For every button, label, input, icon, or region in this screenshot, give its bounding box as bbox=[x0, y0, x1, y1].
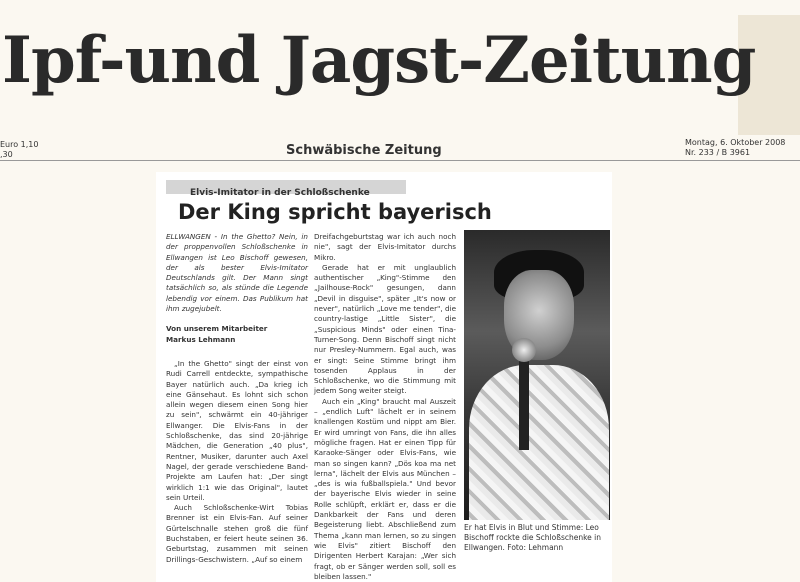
newspaper-subtitle: Schwäbische Zeitung bbox=[286, 143, 442, 158]
body-paragraph: Auch ein „King" braucht mal Auszeit – „endlich Luft" lächelt er in seinem knallengen Kostüm und nippt am Bier. Er wird umringt von Fans, die ihn alles mögliche fragen. Hat er einen Tipp für Karaoke-Sänger oder Elvis-Fans, wie man so singen kann? „Dös koa ma net lerna", lächelt der Elvis aus München – „des is wia fußballspiela." Und bevor der bayerische Elvis wieder in seine Rolle schlüpft, erklärt er, dass er die Dankbarkeit der Fans und deren Begeisterung liebt. Abschließend zum Thema „kann man lernen, so zu singen wie Elvis" zitiert Bischoff den Dirigenten Herbert Karajan: „Wer sich fragt, ob er Sänger werden soll, soll es bleiben lassen." bbox=[314, 396, 456, 581]
price-line: Euro 1,10 bbox=[0, 140, 39, 149]
photo-caption: Er hat Elvis in Blut und Stimme: Leo Bischoff rockte die Schloßschenke in Ellwangen. Foto: Lehmann bbox=[464, 523, 602, 552]
body-paragraph: Dreifachgeburtstag war ich auch noch nie", sagt der Elvis-Imitator durchs Mikro. bbox=[314, 232, 456, 262]
microphone-stem bbox=[519, 360, 529, 450]
article-lead: ELLWANGEN - In the Ghetto? Nein, in der proppenvollen Schloßschenke in Ellwangen ist Leo Bischoff gewesen, der als bester Elvis-Imitator Deutschlands gilt. Der Mann singt tatsächlich so, als stünde die Legende lebendig vor einem. Das Publikum hat ihm zugejubelt. bbox=[166, 232, 308, 314]
price-line: ,30 bbox=[0, 150, 13, 159]
body-paragraph: „In the Ghetto" singt der einst von Rudi Carrell entdeckte, sympathische Bayer natürlich auch. „Da krieg ich eine Gänsehaut. Es lohnt sich schon allein wegen diesem einen Song hier zu sein", schwärmt ein 40-jähriger Ellwanger. Die Elvis-Fans in der Schloßschenke, das sind 20-jährige Mädchen, die Generation „40 plus", Rentner, Musiker, darunter auch Axel Nagel, der gerade verschiedene Band-Projekte am Laufen hat: „Der singt wirklich 1:1 wie das Original", lautet sein Urteil. bbox=[166, 358, 308, 502]
article-photo bbox=[464, 230, 610, 520]
dateline bbox=[685, 138, 785, 158]
article-column-1 bbox=[166, 232, 308, 565]
article-column-2 bbox=[314, 232, 456, 582]
price-info bbox=[0, 140, 39, 160]
photo-costume bbox=[469, 365, 609, 520]
byline-line: Von unserem Mitarbeiter bbox=[166, 324, 268, 334]
issue-date: Montag, 6. Oktober 2008 bbox=[685, 138, 786, 147]
masthead-rule bbox=[0, 160, 800, 161]
microphone-icon bbox=[512, 338, 536, 362]
article-kicker bbox=[166, 180, 406, 198]
byline-author: Markus Lehmann bbox=[166, 334, 236, 344]
issue-number: Nr. 233 / B 3961 bbox=[685, 148, 751, 157]
article-headline: Der King spricht bayerisch bbox=[178, 200, 492, 224]
body-paragraph: Auch Schloßschenke-Wirt Tobias Brenner ist ein Elvis-Fan. Auf seiner Gürtelschnalle stehen groß die fünf Buchstaben, er feiert heute seinen 36. Geburtstag, zusammen mit seinen Drillings-Geschwistern. „Auf so einem bbox=[166, 503, 308, 564]
kicker-text: Elvis-Imitator in der Schloßschenke bbox=[190, 188, 370, 198]
body-paragraph: Gerade hat er mit unglaublich authentischer „King"-Stimme den „Jailhouse-Rock" gesungen, dann „Devil in disguise", später „It's now or never", natürlich „Love me tender", die country-lastige „Little Sister", die „Suspicious Minds" oder einen Tina-Turner-Song. Denn Bischoff singt nicht nur Presley-Nummern. Egal auch, was er singt: Seine Stimme bringt ihm tosenden Applaus in der Schloßschenke, wo die Stimmung mit jedem Song weiter steigt. bbox=[314, 262, 456, 396]
newspaper-title: Ipf-und Jagst-Zeitung bbox=[2, 23, 756, 98]
masthead bbox=[0, 18, 760, 98]
